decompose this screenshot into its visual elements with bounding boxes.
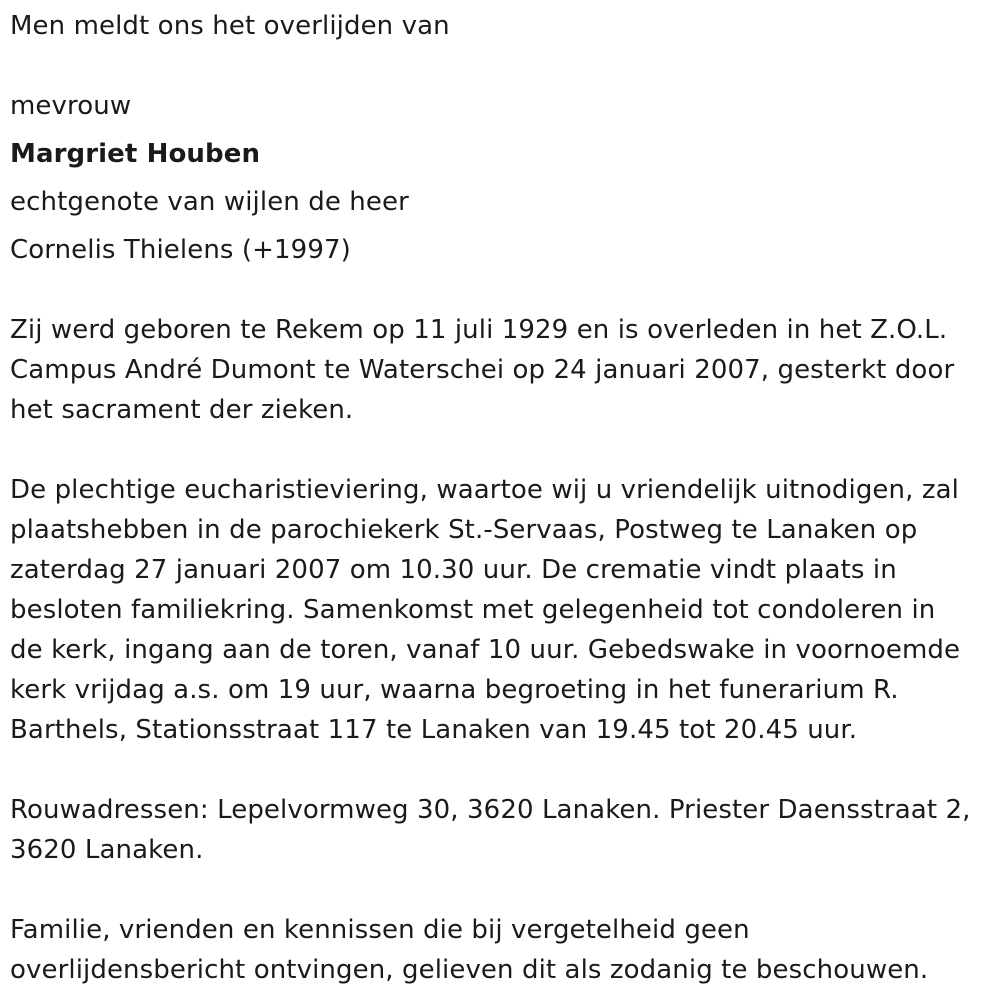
paragraph-line: Campus André Dumont te Waterschei op 24 januari 2007, gesterkt door <box>10 355 955 385</box>
paragraph-line: besloten familiekring. Samenkomst met gelegenheid tot condoleren in <box>10 595 936 625</box>
paragraph-line: Rouwadressen: Lepelvormweg 30, 3620 Lanaken. Priester Daensstraat 2, <box>10 795 971 825</box>
birth-death-paragraph <box>10 310 990 430</box>
intro-line: Men meldt ons het overlijden van <box>10 11 450 41</box>
addresses-paragraph <box>10 790 990 870</box>
family-notice-paragraph <box>10 910 990 990</box>
paragraph-line: zaterdag 27 januari 2007 om 10.30 uur. De crematie vindt plaats in <box>10 555 897 585</box>
paragraph-line: Zij werd geboren te Rekem op 11 juli 1929 en is overleden in het Z.O.L. <box>10 315 948 345</box>
service-paragraph <box>10 470 990 750</box>
paragraph-line: kerk vrijdag a.s. om 19 uur, waarna begroeting in het funerarium R. <box>10 675 899 705</box>
honorific-title: mevrouw <box>10 91 132 121</box>
spouse-relation-line: echtgenote van wijlen de heer <box>10 187 409 217</box>
paragraph-line: Barthels, Stationsstraat 117 te Lanaken van 19.45 tot 20.45 uur. <box>10 715 858 745</box>
deceased-name: Margriet Houben <box>10 139 261 169</box>
paragraph-line: De plechtige eucharistieviering, waartoe wij u vriendelijk uitnodigen, zal <box>10 475 959 505</box>
paragraph-line: de kerk, ingang aan de toren, vanaf 10 uur. Gebedswake in voornoemde <box>10 635 961 665</box>
paragraph-line: Familie, vrienden en kennissen die bij vergetelheid geen <box>10 915 750 945</box>
paragraph-line: overlijdensbericht ontvingen, gelieven dit als zodanig te beschouwen. <box>10 955 929 985</box>
paragraph-line: het sacrament der zieken. <box>10 395 354 425</box>
paragraph-line: plaatshebben in de parochiekerk St.-Servaas, Postweg te Lanaken op <box>10 515 918 545</box>
spouse-name: Cornelis Thielens (+1997) <box>10 235 351 265</box>
paragraph-line: 3620 Lanaken. <box>10 835 204 865</box>
